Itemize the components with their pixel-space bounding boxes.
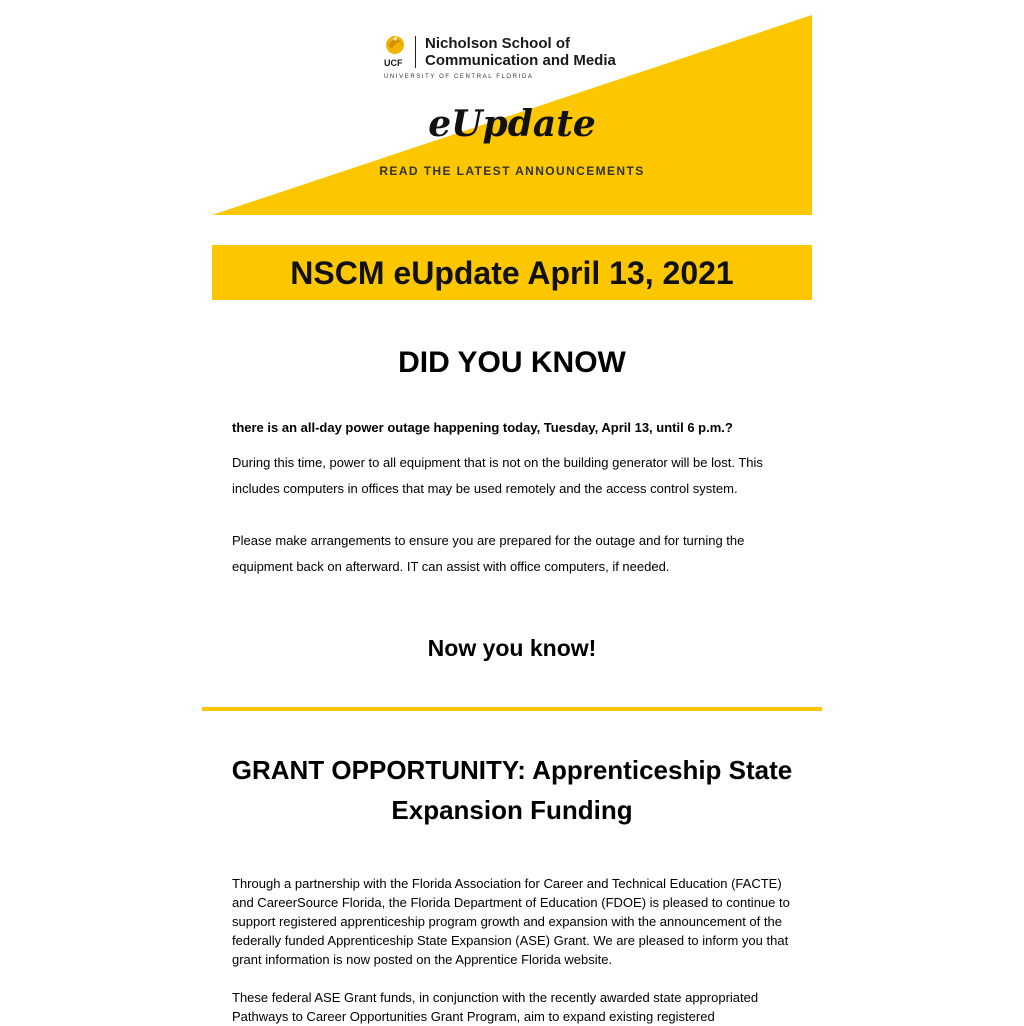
- outage-question: there is an all-day power outage happening today, Tuesday, April 13, until 6 p.m.?: [232, 420, 733, 435]
- outage-paragraph-2: Please make arrangements to ensure you are prepared for the outage and for turning the equipment back on afterward. IT can assist with office computers, if needed.: [232, 533, 745, 574]
- tagline: READ THE LATEST ANNOUNCEMENTS: [379, 164, 645, 178]
- outage-paragraph-1: During this time, power to all equipment that is not on the building generator will be lost. This includes computers in offices that may be used remotely and the access control system.: [232, 455, 763, 496]
- did-you-know-heading: DID YOU KNOW: [398, 346, 626, 379]
- school-name-line1: Nicholson School of: [425, 35, 570, 52]
- date-banner-text: NSCM eUpdate April 13, 2021: [290, 255, 734, 291]
- grant-heading: GRANT OPPORTUNITY: Apprenticeship State Expansion Funding: [231, 755, 793, 825]
- grant-paragraph-2: These federal ASE Grant funds, in conjunction with the recently awarded state appropriated Pathways to Career Opportunities Grant Program, aim to expand existing registered: [232, 990, 759, 1024]
- eupdate-title: eUpdate: [428, 103, 596, 145]
- ucf-wordmark: UCF: [384, 58, 403, 68]
- grant-paragraph-1: Through a partnership with the Florida Association for Career and Technical Education (FACTE) and CareerSource Florida, the Florida Department of Education (FDOE) is pleased to continue to support registered apprenticeship program growth and expansion with the announcement of the federally funded Apprenticeship State Expansion (ASE) Grant. We are pleased to inform you that grant information is now posted on the Apprentice Florida website.: [232, 876, 790, 967]
- section-divider: [202, 707, 822, 711]
- school-name-line2: Communication and Media: [425, 52, 616, 69]
- now-you-know: Now you know!: [427, 635, 597, 661]
- logo-divider: [415, 36, 416, 68]
- university-name: UNIVERSITY OF CENTRAL FLORIDA: [384, 74, 534, 80]
